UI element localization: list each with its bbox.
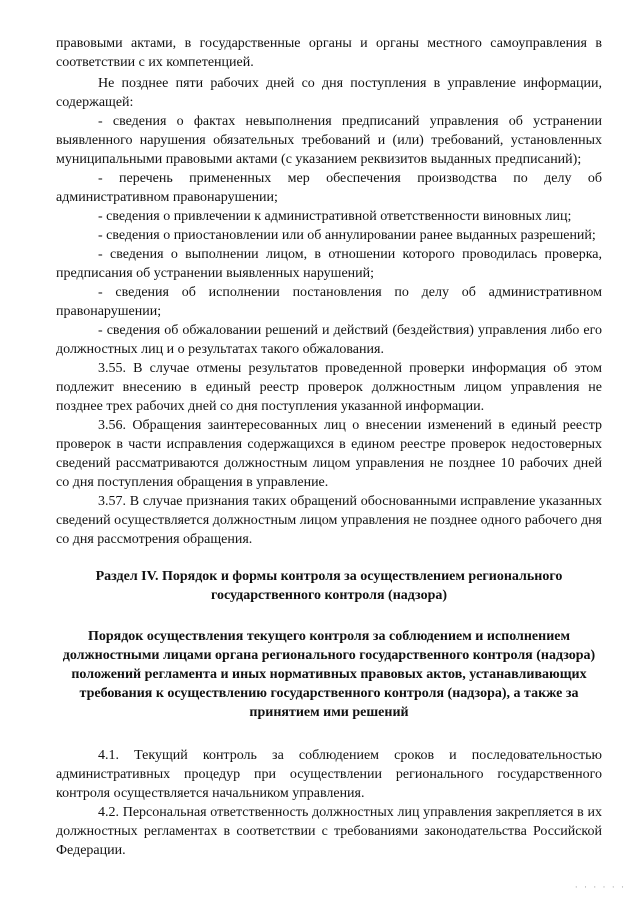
section-title: Раздел IV. Порядок и формы контроля за осуществлением регионального государственного контроля (надзора)	[95, 569, 563, 603]
subsection-title: Порядок осуществления текущего контроля за соблюдением и исполнением должностными лицами органа регионального государственного контроля (надзора) положений регламента и иных нормативных правовых актов, устанавливающих требования к осуществлению государственного контроля (надзора), а также за принятием ими решений	[62, 629, 596, 720]
list-item: - сведения об исполнении постановления по делу об административном правонарушении;	[56, 285, 602, 319]
paragraph-3-55: 3.55. В случае отмены результатов проведенной проверки информация об этом подлежит внесению в единый реестр проверок должностным лицом управления не позднее трех рабочих дней со дня поступления указанной информации.	[56, 361, 602, 414]
paragraph: Не позднее пяти рабочих дней со дня поступления в управление информации, содержащей:	[56, 76, 602, 110]
paragraph-3-57: 3.57. В случае признания таких обращений обоснованными исправление указанных сведений осуществляется должностным лицом управления не позднее одного рабочего дня со дня рассмотрения обращения.	[56, 494, 602, 547]
list-item: - сведения об обжаловании решений и действий (бездействия) управления либо его должностных лиц и о результатах такого обжалования.	[56, 323, 602, 357]
paragraph-3-56: 3.56. Обращения заинтересованных лиц о внесении изменений в единый реестр проверок в части исправления содержащихся в едином реестре проверок недостоверных сведений рассматриваются должностным лицом управления не позднее 10 рабочих дней со дня поступления обращения в управление.	[56, 418, 602, 490]
document-body	[56, 34, 602, 860]
list-item: - сведения о приостановлении или об аннулировании ранее выданных разрешений;	[98, 228, 596, 243]
scan-artifact: · · · · · ·	[574, 882, 626, 892]
list-item: - сведения о привлечении к административной ответственности виновных лиц;	[98, 209, 572, 224]
list-item: - перечень примененных мер обеспечения производства по делу об административном правонарушении;	[56, 171, 602, 205]
list-item: - сведения о выполнении лицом, в отношении которого проводилась проверка, предписания об устранении выявленных нарушений;	[56, 247, 602, 281]
paragraph-4-2: 4.2. Персональная ответственность должностных лиц управления закрепляется в их должностных регламентах в соответствии с требованиями законодательства Российской Федерации.	[56, 805, 602, 858]
paragraph: правовыми актами, в государственные органы и органы местного самоуправления в соответствии с их компетенцией.	[56, 36, 602, 70]
list-item: - сведения о фактах невыполнения предписаний управления об устранении выявленного нарушения обязательных требований и (или) требований, установленных муниципальными правовыми актами (с указанием реквизитов выданных предписаний);	[56, 114, 602, 167]
paragraph-4-1: 4.1. Текущий контроль за соблюдением сроков и последовательностью административных процедур при осуществлении регионального государственного контроля осуществляется начальником управления.	[56, 748, 602, 801]
